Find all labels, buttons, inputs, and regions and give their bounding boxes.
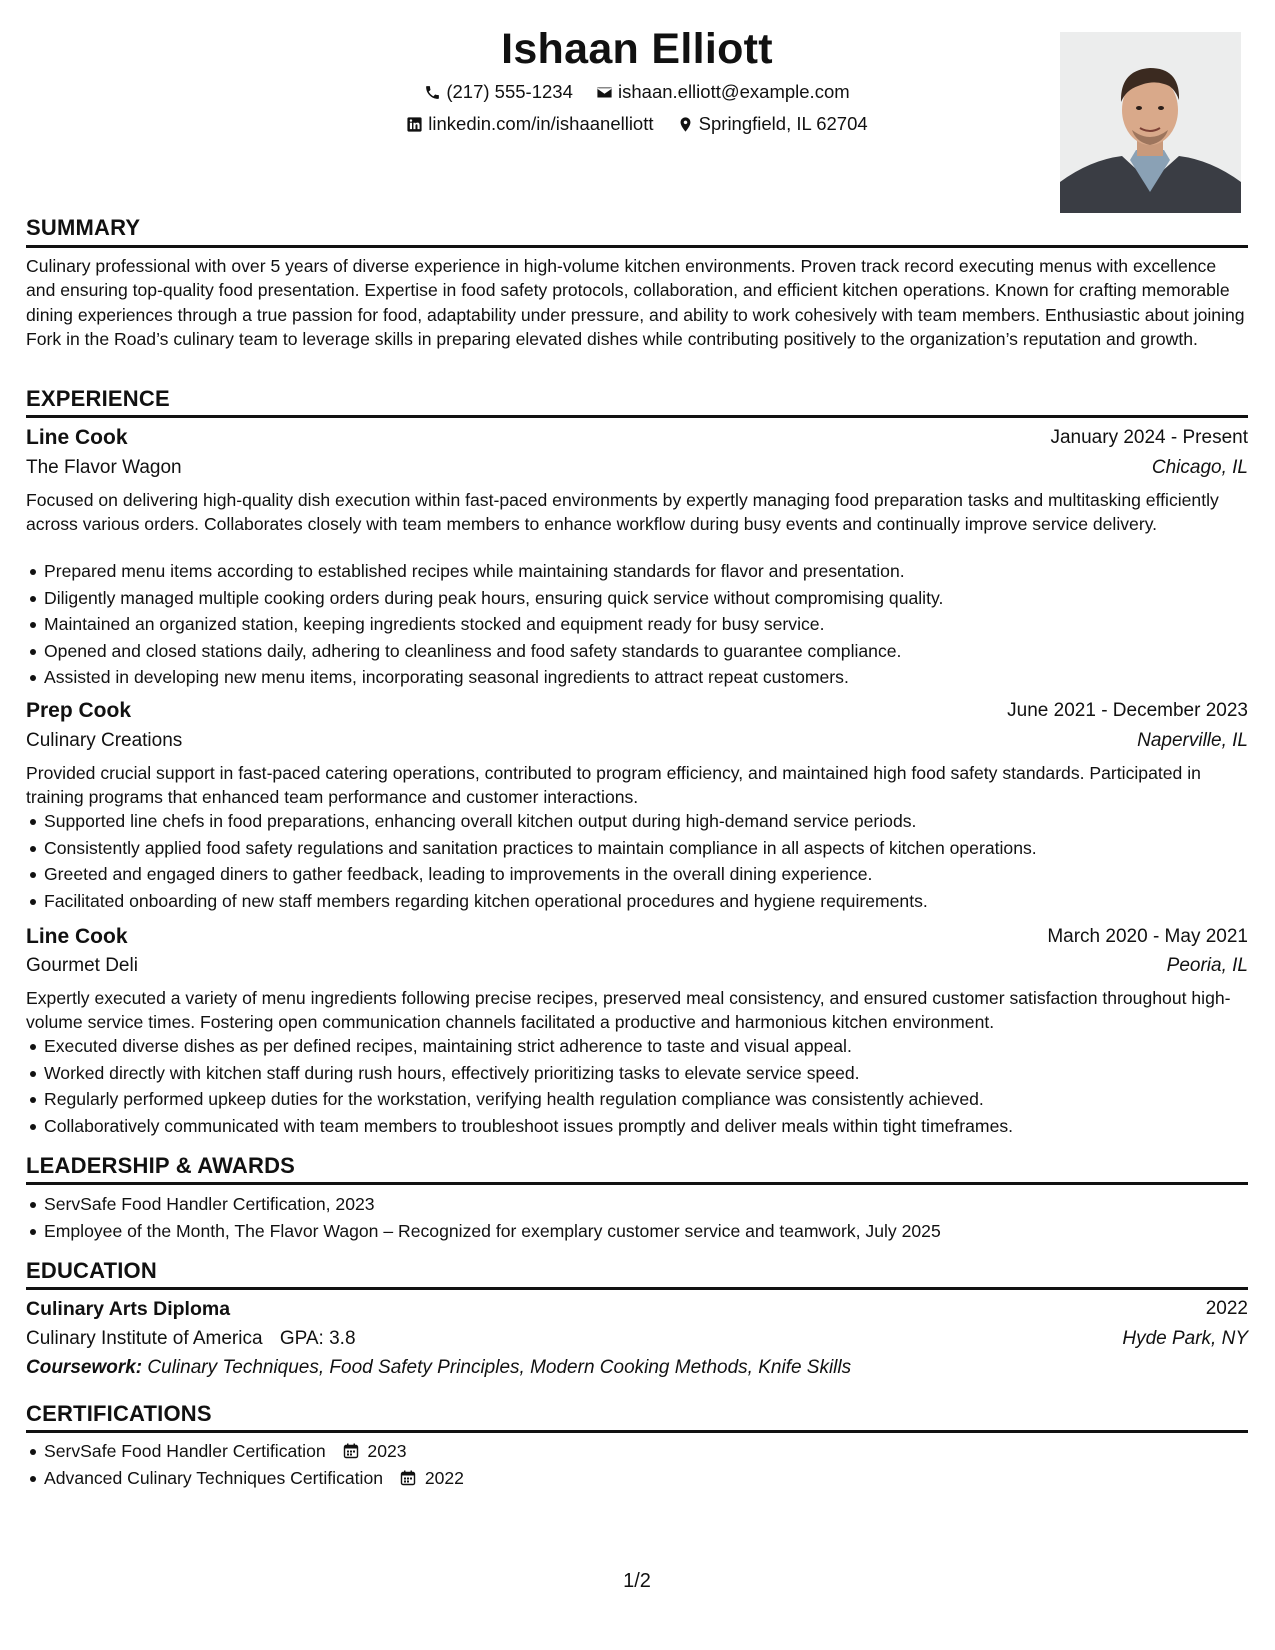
contact-email[interactable] (596, 80, 850, 104)
job-dates: January 2024 - Present (1050, 427, 1248, 448)
job-title: Prep Cook (26, 699, 132, 722)
job-bullet: Executed diverse dishes as per defined recipes, maintaining strict adherence to taste and visual appeal. (44, 1033, 1266, 1060)
contact-location (677, 112, 868, 136)
coursework-label: Coursework: (26, 1357, 143, 1378)
section-divider (26, 1287, 1248, 1290)
education-header-row (26, 1295, 1248, 1323)
leadership-item: Employee of the Month, The Flavor Wagon – Recognized for exemplary customer service and teamwork, July 2025 (44, 1218, 1266, 1245)
job-company: Culinary Creations (26, 730, 183, 751)
section-title-certifications: CERTIFICATIONS (26, 1401, 212, 1426)
resume-page (26, 0, 1248, 1650)
gpa: GPA: 3.8 (279, 1328, 356, 1349)
job-bullet: Prepared menu items according to established recipes while maintaining standards for flavor and presentation. (44, 558, 1266, 585)
school-name: Culinary Institute of America (26, 1328, 263, 1349)
graduation-year: 2022 (1205, 1298, 1248, 1319)
coursework-list: Culinary Techniques, Food Safety Principles, Modern Cooking Methods, Knife Skills (147, 1357, 852, 1378)
leadership-list (26, 1191, 1266, 1244)
section-title-summary: SUMMARY (26, 215, 141, 240)
summary-text: Culinary professional with over 5 years of diverse experience in high-volume kitchen environments. Proven track record executing menus with excellence and ensuring top-quality food presentation. Expertise in food safety protocols, collaboration, and efficient kitchen operations. Known for crafting memorable dining experiences through a true passion for food, adaptability under pressure, and ability to work cohesively with team members. Enthusiastic about joining Fork in the Road’s culinary team to leverage skills in preparing elevated dishes while contributing positively to the organization’s reputation and growth. (26, 256, 1245, 350)
job-location: Peoria, IL (1166, 955, 1248, 976)
job-bullet: Maintained an organized station, keeping ingredients stocked and equipment ready for busy service. (44, 611, 1266, 638)
job-header-row (26, 424, 1248, 452)
school-info (26, 1325, 356, 1353)
job-company-row (26, 454, 1248, 482)
job-bullets (26, 558, 1266, 691)
resume-header (26, 20, 1248, 220)
contact-phone[interactable] (424, 80, 573, 104)
certification-name: Advanced Culinary Techniques Certification (44, 1467, 384, 1488)
job-description: Provided crucial support in fast-paced catering operations, contributed to program efficiency, and maintained high food safety standards. Participated in training programs that enhanced team performance and customer interactions. (26, 763, 1201, 808)
map-pin-icon (677, 116, 694, 133)
certification-name: ServSafe Food Handler Certification (44, 1441, 326, 1461)
job-bullet: Regularly performed upkeep duties for the workstation, verifying health regulation compliance was consistently achieved. (44, 1086, 1266, 1113)
job-title: Line Cook (26, 426, 128, 449)
job-company: The Flavor Wagon (26, 457, 182, 478)
certification-item (44, 1438, 1266, 1465)
section-divider (26, 415, 1248, 418)
candidate-name: Ishaan Elliott (501, 25, 773, 73)
education-school-row (26, 1325, 1248, 1353)
profile-photo (1060, 32, 1241, 213)
leadership-item: ServSafe Food Handler Certification, 2023 (44, 1191, 1266, 1218)
linkedin-icon (406, 116, 423, 133)
job-company: Gourmet Deli (26, 955, 138, 976)
calendar-icon (400, 1470, 416, 1486)
certifications-list (26, 1438, 1266, 1491)
location-text: Springfield, IL 62704 (698, 113, 868, 134)
job-dates: March 2020 - May 2021 (1047, 926, 1248, 947)
job-description: Focused on delivering high-quality dish execution within fast-paced environments by expertly managing food preparation tasks and multitasking efficiently across various orders. Collaborates closely with team members to enhance workflow during busy events and continually improve service delivery. (26, 490, 1219, 535)
job-bullets (26, 1033, 1266, 1139)
phone-icon (424, 84, 441, 101)
job-company-row (26, 727, 1248, 755)
section-divider (26, 1182, 1248, 1185)
section-title-education: EDUCATION (26, 1258, 157, 1283)
section-divider (26, 1430, 1248, 1433)
job-company-row (26, 952, 1248, 980)
job-bullet: Greeted and engaged diners to gather feedback, leading to improvements in the overall dining experience. (44, 861, 1266, 888)
coursework (26, 1354, 851, 1382)
job-location: Naperville, IL (1137, 730, 1248, 751)
job-bullets (26, 808, 1266, 914)
contact-linkedin[interactable] (406, 112, 653, 136)
linkedin-text: linkedin.com/in/ishaanelliott (428, 113, 654, 134)
job-location: Chicago, IL (1151, 457, 1248, 478)
certification-item (44, 1465, 1266, 1492)
school-location: Hyde Park, NY (1122, 1328, 1248, 1349)
job-bullet: Supported line chefs in food preparations, enhancing overall kitchen output during high-demand service periods. (44, 808, 1266, 835)
job-bullet: Worked directly with kitchen staff during rush hours, effectively prioritizing tasks to elevate service speed. (44, 1060, 1266, 1087)
page-number: 1/2 (623, 1570, 651, 1592)
job-bullet: Diligently managed multiple cooking orders during peak hours, ensuring quick service without compromising quality. (44, 585, 1266, 612)
job-bullet: Assisted in developing new menu items, incorporating seasonal ingredients to attract repeat customers. (44, 664, 1266, 691)
job-title: Line Cook (26, 925, 128, 948)
section-divider (26, 245, 1248, 248)
coursework-row (26, 1354, 1248, 1382)
section-title-experience: EXPERIENCE (26, 386, 170, 411)
section-title-leadership: LEADERSHIP & AWARDS (26, 1153, 296, 1178)
job-header-row (26, 923, 1248, 951)
email-text: ishaan.elliott@example.com (618, 81, 850, 102)
certification-year: 2023 (367, 1441, 407, 1461)
job-bullet: Collaboratively communicated with team members to troubleshoot issues promptly and deliver meals within tight timeframes. (44, 1113, 1266, 1140)
job-description: Expertly executed a variety of menu ingredients following precise recipes, preserved meal consistency, and ensured customer satisfaction throughout high-volume service times. Fostering open communication channels facilitated a productive and harmonious kitchen environment. (26, 988, 1231, 1033)
job-bullet: Consistently applied food safety regulations and sanitation practices to maintain compliance in all aspects of kitchen operations. (44, 835, 1266, 862)
degree-name: Culinary Arts Diploma (26, 1298, 231, 1320)
certification-year: 2022 (424, 1467, 464, 1488)
job-bullet: Opened and closed stations daily, adhering to cleanliness and food safety standards to guarantee compliance. (44, 638, 1266, 665)
calendar-icon (343, 1443, 359, 1459)
envelope-icon (596, 84, 613, 101)
job-dates: June 2021 - December 2023 (1007, 700, 1248, 721)
job-bullet: Facilitated onboarding of new staff members regarding kitchen operational procedures and hygiene requirements. (44, 888, 1266, 915)
job-header-row (26, 697, 1248, 725)
phone-text: (217) 555-1234 (446, 81, 573, 102)
